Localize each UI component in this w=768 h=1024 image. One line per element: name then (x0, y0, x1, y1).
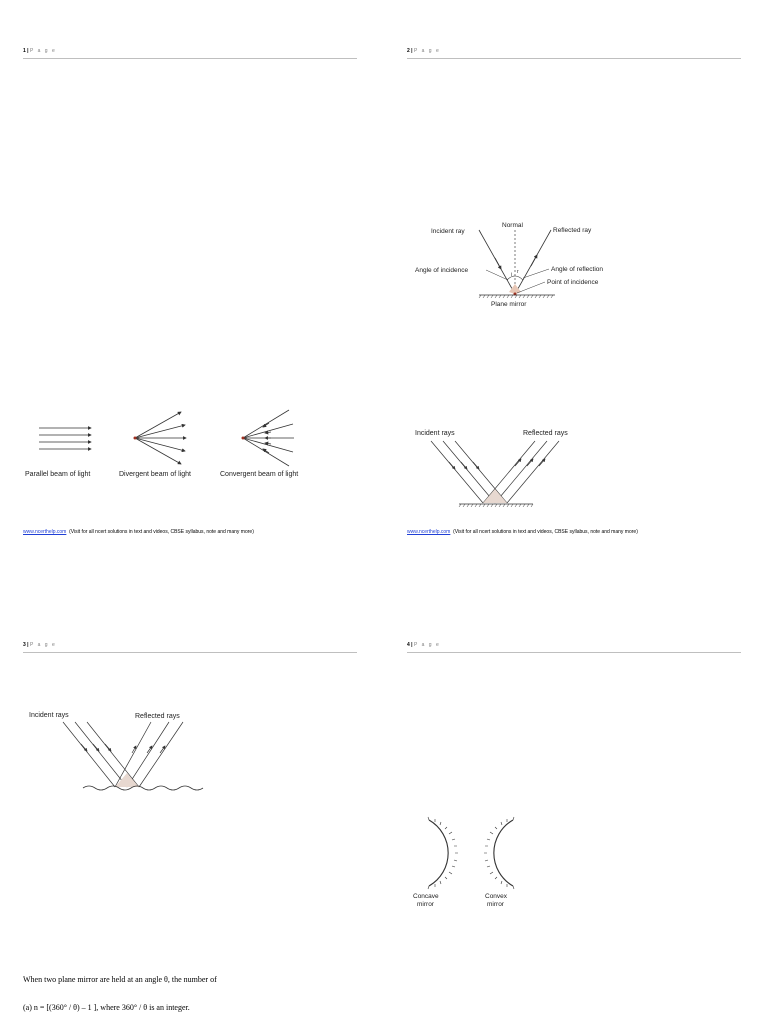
regular-reflection-diagram (407, 426, 607, 516)
convex-mirror (484, 817, 514, 889)
page-number: 3 (23, 642, 26, 648)
angle-r-label: r (517, 269, 519, 275)
point-incidence-label: Point of incidence (547, 279, 599, 286)
curved-mirrors-diagram (407, 814, 537, 914)
incident-rays-label: Incident rays (415, 430, 455, 437)
plane-mirror (479, 295, 555, 298)
page-number: 4 (407, 642, 410, 648)
irregular-reflection-diagram (23, 708, 223, 798)
normal-label: Normal (502, 222, 523, 229)
page-label: P a g e (29, 48, 57, 54)
beams-diagram (23, 406, 323, 486)
concave-label-1: Concave (413, 893, 439, 900)
angle-reflection-label: Angle of reflection (551, 266, 604, 273)
reflection-diagram (407, 218, 647, 318)
page-3 (23, 642, 357, 1024)
reflected-ray-label: Reflected ray (553, 227, 592, 234)
page-header: 3 | P a g e (23, 642, 357, 653)
page-label: P a g e (413, 642, 441, 648)
incident-rays-label: Incident rays (29, 712, 69, 719)
incident-ray-label: Incident ray (431, 228, 465, 235)
convergent-beam (242, 410, 295, 466)
page-number: 2 (407, 48, 410, 54)
page-header: 4 | P a g e (407, 642, 741, 653)
rough-surface (83, 786, 203, 790)
angle-incidence-label: Angle of incidence (415, 267, 469, 274)
page-1 (23, 48, 357, 548)
mirror-surface (459, 504, 533, 507)
footer-link[interactable]: www.ncerthelp.com (407, 529, 451, 535)
divergent-beam (134, 412, 187, 464)
page-2 (407, 48, 741, 548)
page-label: P a g e (29, 642, 57, 648)
concave-mirror (428, 817, 458, 889)
concave-label-2: mirror (417, 901, 434, 908)
angle-i-label: i (511, 272, 513, 278)
convergent-label: Convergent beam of light (220, 471, 299, 478)
footer-note: (Visit for all ncert solutions in text and videos, CBSE syllabus, note and many more) (453, 529, 638, 535)
body-line-1: When two plane mirror are held at an angle θ, the number of (23, 975, 217, 984)
parallel-beam (39, 428, 91, 449)
page-header: 2 | P a g e (407, 48, 741, 59)
page-label: P a g e (413, 48, 441, 54)
parallel-label: Parallel beam of light (25, 471, 91, 478)
convex-label-1: Convex (485, 893, 508, 900)
reflected-rays-label: Reflected rays (135, 713, 180, 720)
page-4 (407, 642, 741, 1024)
page-number: 1 (23, 48, 26, 54)
footer-link[interactable]: www.ncerthelp.com (23, 529, 67, 535)
page-footer (23, 529, 254, 535)
page-footer (407, 529, 638, 535)
plane-mirror-label: Plane mirror (491, 301, 527, 308)
reflected-rays-label: Reflected rays (523, 430, 568, 437)
divergent-label: Divergent beam of light (119, 471, 191, 478)
convex-label-2: mirror (487, 901, 504, 908)
page-header: 1 | P a g e (23, 48, 357, 59)
body-line-2: (a) n = [(360° / θ) – 1 ], where 360° / θ is an integer. (23, 1003, 190, 1012)
footer-note: (Visit for all ncert solutions in text and videos, CBSE syllabus, note and many more) (69, 529, 254, 535)
